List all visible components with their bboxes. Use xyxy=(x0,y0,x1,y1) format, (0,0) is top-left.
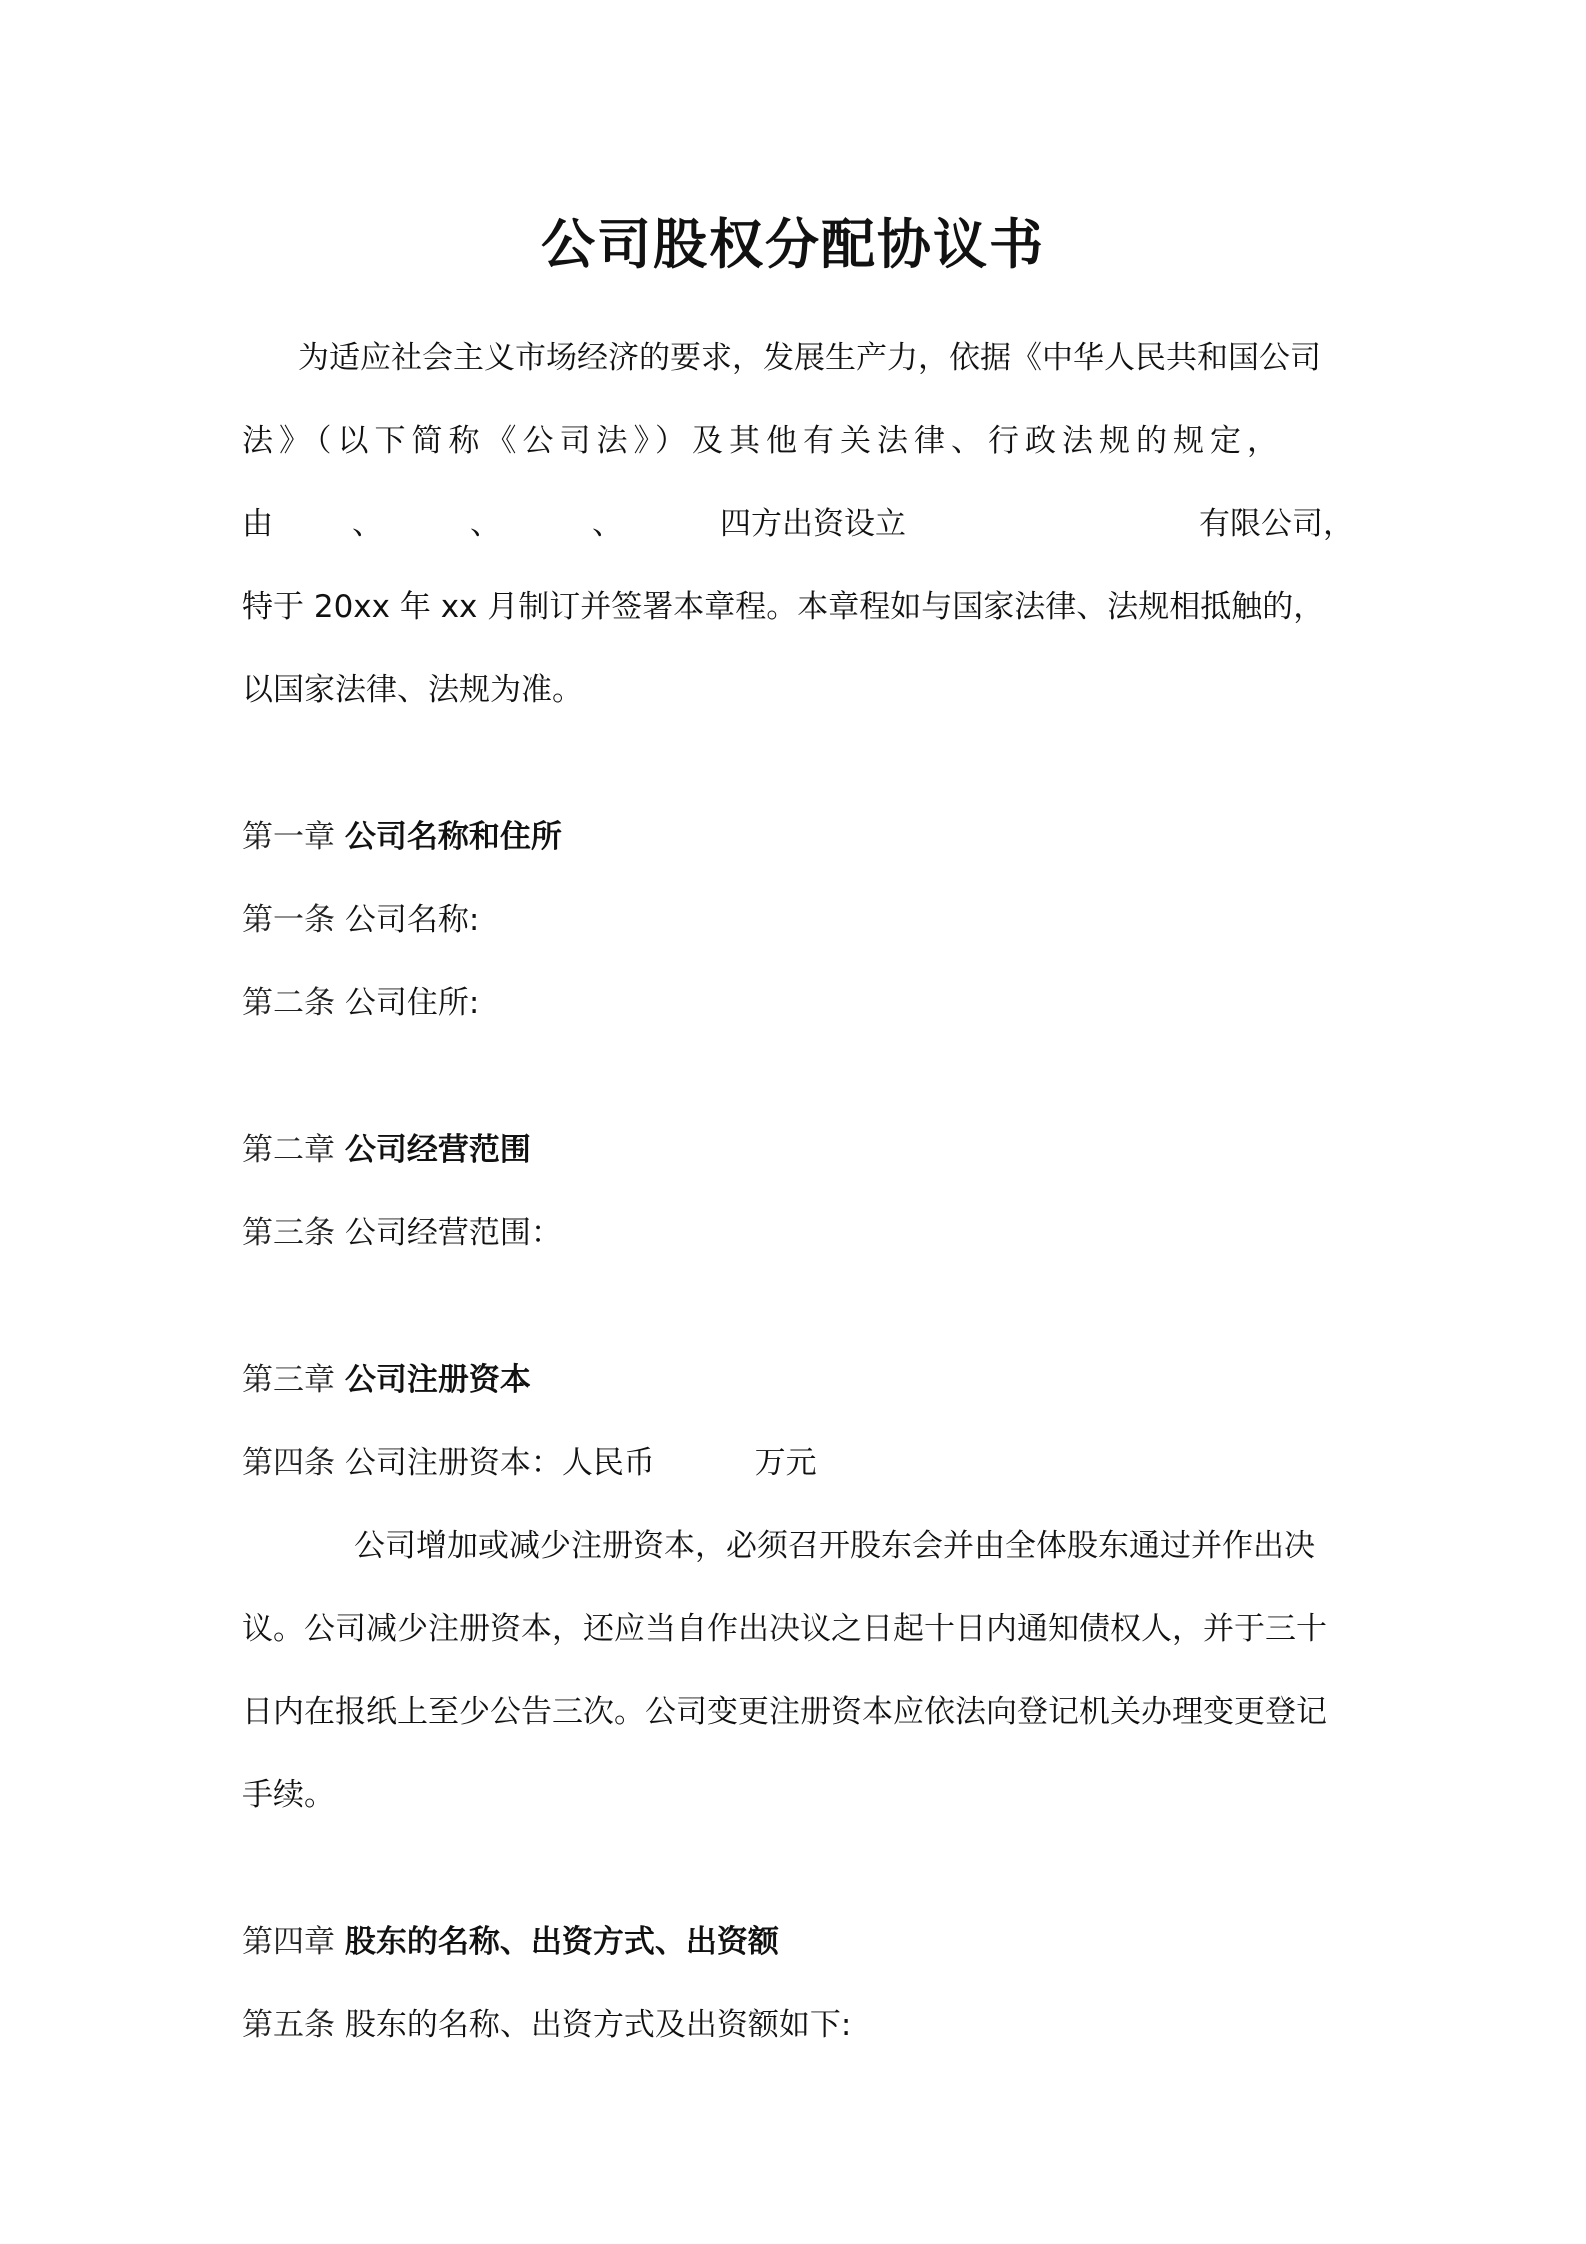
article-1 xyxy=(242,898,1354,942)
chapter-3-heading xyxy=(242,1358,1354,1402)
founder-separator-3: 、 xyxy=(592,506,623,542)
article-4-number: 第四条 xyxy=(242,1445,335,1481)
article-3-number: 第三条 xyxy=(242,1215,335,1251)
chapter-1-heading xyxy=(242,815,1354,859)
article-5-number: 第五条 xyxy=(242,2007,335,2043)
article-5 xyxy=(242,2003,1354,2047)
capital-paragraph-line-4: 手续。 xyxy=(242,1777,335,1813)
founder-text: 四方出资设立 xyxy=(720,506,906,542)
chapter-2-heading xyxy=(242,1128,1354,1172)
article-2 xyxy=(242,981,1354,1025)
founder-prefix: 由 xyxy=(242,506,273,542)
document-title: 公司股权分配协议书 xyxy=(541,213,1045,276)
chapter-4-title: 股东的名称、出资方式、出资额 xyxy=(344,1924,779,1960)
article-2-text: 公司住所: xyxy=(344,985,480,1021)
article-2-number: 第二条 xyxy=(242,985,335,1021)
chapter-1-title: 公司名称和住所 xyxy=(344,819,562,855)
article-3 xyxy=(242,1211,1354,1255)
article-3-text: 公司经营范围： xyxy=(344,1215,562,1251)
chapter-3-title: 公司注册资本 xyxy=(344,1362,531,1398)
chapter-2-title: 公司经营范围 xyxy=(344,1132,531,1168)
preamble-line-1: 为适应社会主义市场经济的要求，发展生产力，依据《中华人民共和国公司 xyxy=(298,340,1321,376)
founder-separator-1: 、 xyxy=(352,506,383,542)
chapter-2-number: 第二章 xyxy=(242,1132,335,1168)
capital-paragraph-line-3: 日内在报纸上至少公告三次。公司变更注册资本应依法向登记机关办理变更登记 xyxy=(242,1694,1327,1730)
article-1-text: 公司名称: xyxy=(344,902,480,938)
article-4-text: 公司注册资本：人民币 xyxy=(344,1445,655,1481)
chapter-4-heading xyxy=(242,1920,1354,1964)
article-5-text: 股东的名称、出资方式及出资额如下: xyxy=(344,2007,852,2043)
preamble-line-2-text: 法》（以下简称《公司法》）及其他有关法律、行政法规的规定， xyxy=(242,423,1284,459)
company-suffix: 有限公司， xyxy=(1199,506,1354,542)
chapter-4-number: 第四章 xyxy=(242,1924,335,1960)
chapter-1-number: 第一章 xyxy=(242,819,335,855)
capital-paragraph-line-2: 议。公司减少注册资本，还应当自作出决议之日起十日内通知债权人，并于三十 xyxy=(242,1611,1327,1647)
article-4 xyxy=(242,1441,1354,1485)
article-4-unit: 万元 xyxy=(754,1445,817,1481)
chapter-3-number: 第三章 xyxy=(242,1362,335,1398)
capital-paragraph-line-1: 公司增加或减少注册资本，必须召开股东会并由全体股东通过并作出决 xyxy=(354,1528,1315,1564)
preamble-line-2 xyxy=(242,419,1354,463)
preamble-line-4: 特于 20xx 年 xx 月制订并签署本章程。本章程如与国家法律、法规相抵触的， xyxy=(242,589,1325,625)
article-1-number: 第一条 xyxy=(242,902,335,938)
preamble-line-5: 以国家法律、法规为准。 xyxy=(242,672,583,708)
founder-separator-2: 、 xyxy=(470,506,501,542)
